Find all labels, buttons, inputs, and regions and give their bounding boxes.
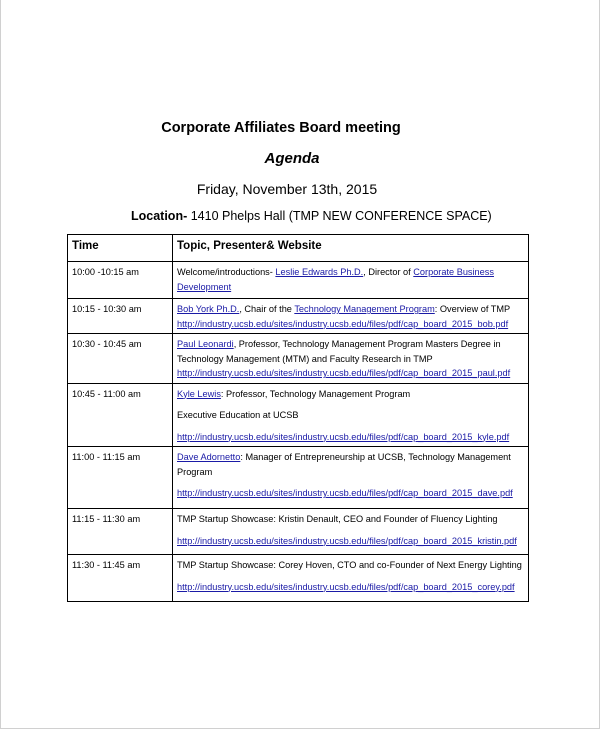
- organization-link[interactable]: Corporate Business Development: [177, 267, 494, 292]
- topic-cell: [173, 262, 529, 299]
- time-cell: 10:00 -10:15 am: [68, 262, 173, 299]
- table-header-row: [68, 235, 529, 262]
- meeting-date: Friday, November 13th, 2015: [196, 181, 378, 197]
- time-cell: 11:15 - 11:30 am: [68, 509, 173, 555]
- table-row: [68, 383, 529, 447]
- table-row: [68, 509, 529, 555]
- pdf-link[interactable]: http://industry.ucsb.edu/sites/industry.ucsb.edu/files/pdf/cap_board_2015_kyle.pdf: [177, 431, 510, 442]
- table-row: [68, 262, 529, 299]
- table-row: [68, 555, 529, 602]
- presenter-link[interactable]: Kyle Lewis: [177, 388, 221, 399]
- time-cell: 10:45 - 11:00 am: [68, 383, 173, 447]
- time-cell: 10:15 - 10:30 am: [68, 299, 173, 334]
- topic-cell: [173, 383, 529, 447]
- presenter-link[interactable]: Bob York Ph.D.: [177, 304, 240, 314]
- topic-text: TMP Startup Showcase: Corey Hoven, CTO and co-Founder of Next Energy Lighting: [177, 560, 522, 570]
- topic-text: TMP Startup Showcase: Kristin Denault, CEO and Founder of Fluency Lighting: [177, 514, 498, 524]
- presenter-link[interactable]: Dave Adornetto: [177, 452, 241, 462]
- topic-text: : Overview of TMP: [434, 304, 511, 314]
- topic-text: Executive Education at UCSB: [177, 410, 299, 420]
- topic-cell: [173, 509, 529, 555]
- topic-cell: [173, 299, 529, 334]
- topic-cell: [173, 334, 529, 384]
- organization-link[interactable]: Technology Management Program: [294, 304, 435, 314]
- topic-cell: [173, 555, 529, 602]
- topic-text: : Manager of Entrepreneurship at UCSB, Technology Management Program: [177, 452, 511, 477]
- header-time: Time: [68, 235, 173, 262]
- topic-text: , Chair of the: [239, 304, 295, 314]
- location-label: Location-: [131, 209, 188, 223]
- header-topic: Topic, Presenter& Website: [173, 235, 529, 262]
- table-row: [68, 334, 529, 384]
- topic-text: : Professor, Technology Management Program: [220, 388, 411, 399]
- meeting-location: [131, 209, 492, 223]
- presenter-link[interactable]: Leslie Edwards Ph.D.: [275, 267, 364, 277]
- location-value: 1410 Phelps Hall (TMP NEW CONFERENCE SPACE): [187, 209, 492, 223]
- agenda-table: [67, 234, 529, 602]
- pdf-link[interactable]: http://industry.ucsb.edu/sites/industry.ucsb.edu/files/pdf/cap_board_2015_corey.pdf: [177, 581, 515, 592]
- pdf-link[interactable]: http://industry.ucsb.edu/sites/industry.ucsb.edu/files/pdf/cap_board_2015_paul.pdf: [177, 368, 511, 378]
- pdf-link[interactable]: http://industry.ucsb.edu/sites/industry.ucsb.edu/files/pdf/cap_board_2015_dave.pdf: [177, 488, 513, 498]
- pdf-link[interactable]: http://industry.ucsb.edu/sites/industry.ucsb.edu/files/pdf/cap_board_2015_kristin.pdf: [177, 535, 517, 546]
- topic-text: Welcome/introductions-: [177, 267, 276, 277]
- presenter-link[interactable]: Paul Leonardi: [177, 339, 234, 349]
- topic-cell: [173, 447, 529, 509]
- time-cell: 11:00 - 11:15 am: [68, 447, 173, 509]
- time-cell: 10:30 - 10:45 am: [68, 334, 173, 384]
- document-subtitle: Agenda: [264, 150, 320, 167]
- time-cell: 11:30 - 11:45 am: [68, 555, 173, 602]
- pdf-link[interactable]: http://industry.ucsb.edu/sites/industry.ucsb.edu/files/pdf/cap_board_2015_bob.pdf: [177, 318, 509, 329]
- topic-text: , Professor, Technology Management Program Masters Degree in Technology Management (MTM) and Faculty Research in TMP: [177, 339, 501, 364]
- table-row: [68, 299, 529, 334]
- table-row: [68, 447, 529, 509]
- document-title: Corporate Affiliates Board meeting: [161, 120, 401, 136]
- topic-text: , Director of: [363, 267, 414, 277]
